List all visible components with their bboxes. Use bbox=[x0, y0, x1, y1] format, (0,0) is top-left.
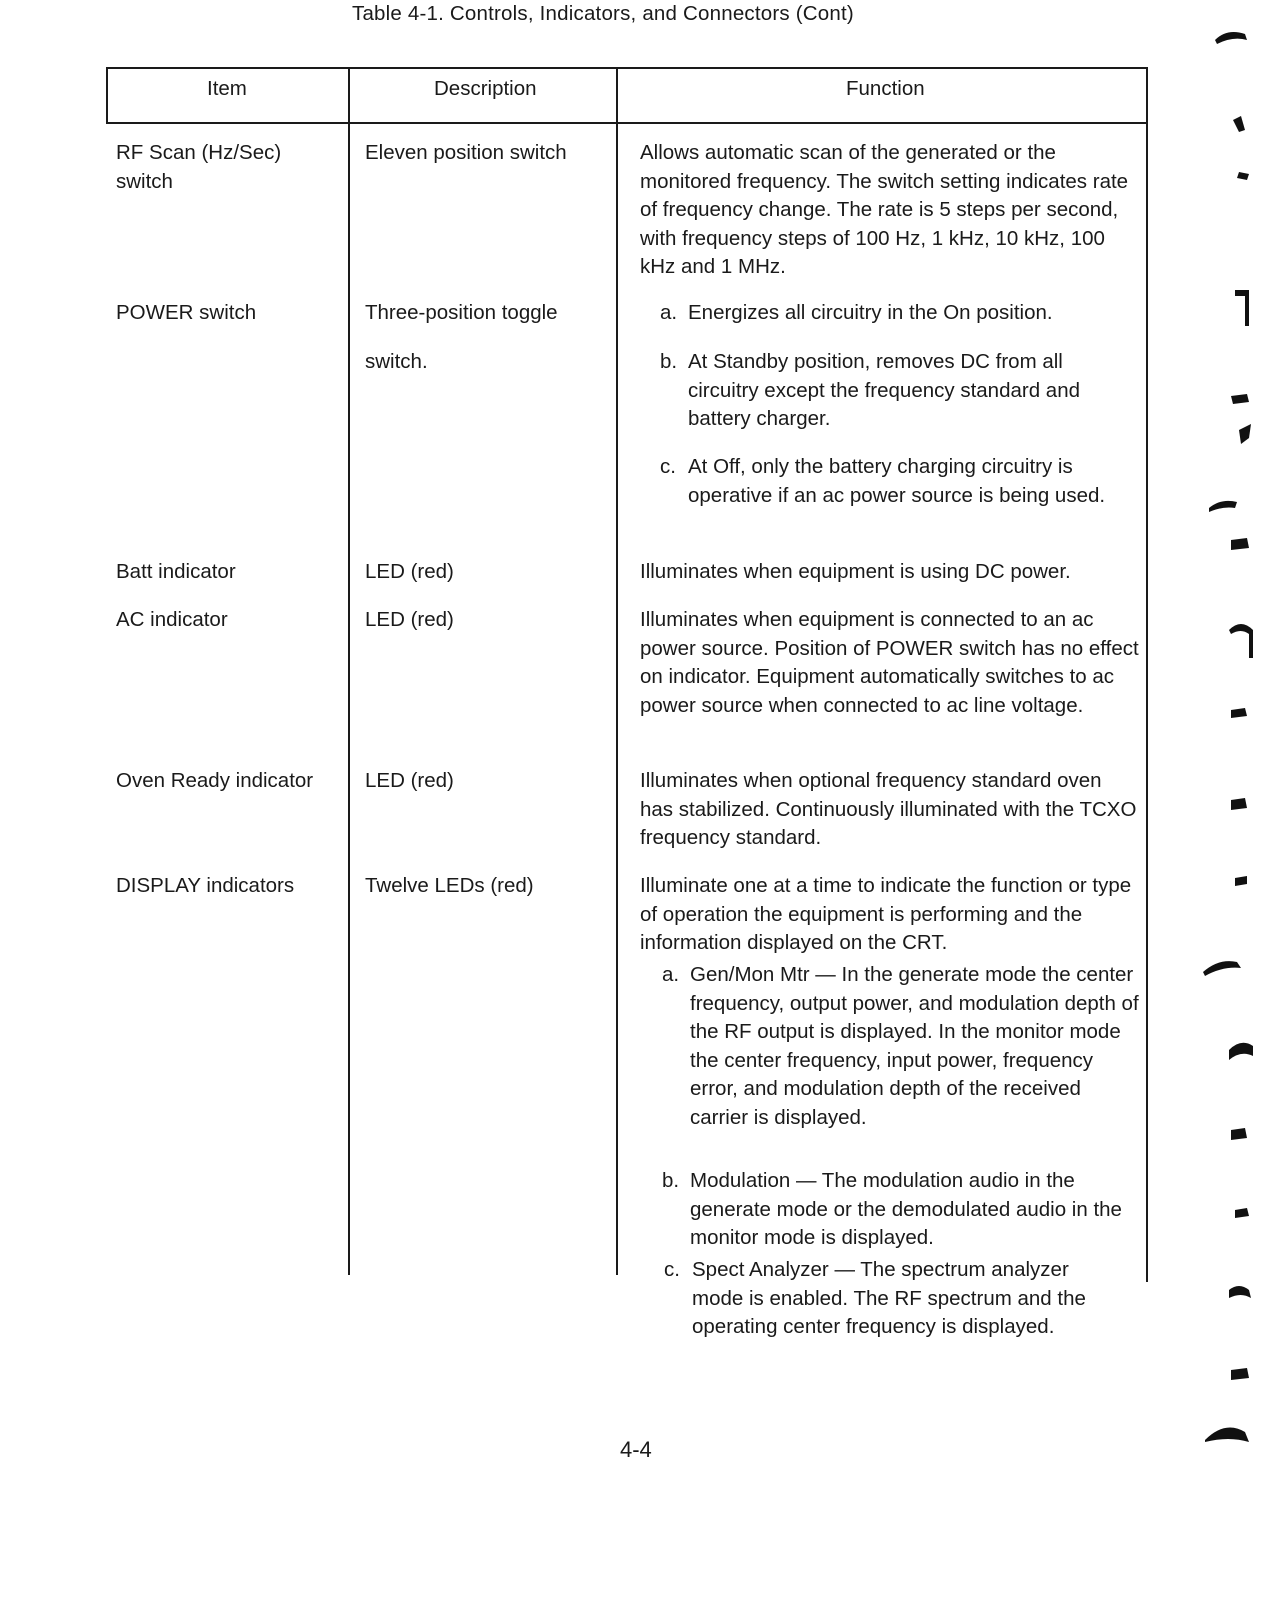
list-text: Energizes all circuitry in the On position. bbox=[688, 301, 1053, 324]
list-text: Gen/Mon Mtr — In the generate mode the center frequency, output power, and modulation depth of the RF output is displayed. In the monitor mode the center frequency, input power, frequency error, and modulation depth of the received carrier is displayed. bbox=[690, 963, 1139, 1129]
table-caption: Table 4-1. Controls, Indicators, and Connectors (Cont) bbox=[352, 2, 854, 25]
row-batt-description: LED (red) bbox=[365, 560, 454, 583]
list-text: Spect Analyzer — The spectrum analyzer mode is enabled. The RF spectrum and the operating center frequency is displayed. bbox=[692, 1258, 1086, 1338]
row-power-description-line2: switch. bbox=[365, 350, 428, 373]
list-text: At Standby position, removes DC from all circuitry except the frequency standard and battery charger. bbox=[688, 350, 1080, 430]
row-batt-item: Batt indicator bbox=[116, 560, 236, 583]
row-rf-scan-function: Allows automatic scan of the generated or the monitored frequency. The switch setting indicates rate of frequency change. The rate is 5 steps per second, with frequency steps of 100 Hz, 1 kHz, 10 kHz, 100 kHz and 1 MHz. bbox=[640, 141, 1129, 278]
row-display-description: Twelve LEDs (red) bbox=[365, 874, 534, 897]
row-oven-description: LED (red) bbox=[365, 769, 454, 792]
header-bottom-border bbox=[106, 122, 1148, 124]
page-number: 4-4 bbox=[620, 1437, 652, 1462]
row-oven-item: Oven Ready indicator bbox=[116, 769, 314, 792]
list-text: Modulation — The modulation audio in the generate mode or the demodulated audio in the monitor mode is displayed. bbox=[690, 1169, 1122, 1249]
column-divider-2 bbox=[616, 67, 618, 1275]
list-letter: c. bbox=[664, 1258, 680, 1281]
table-top-border bbox=[106, 67, 1148, 69]
column-divider-1 bbox=[348, 67, 350, 1275]
row-batt-function: Illuminates when equipment is using DC power. bbox=[640, 560, 1071, 583]
row-ac-description: LED (red) bbox=[365, 608, 454, 631]
row-display-item: DISPLAY indicators bbox=[116, 874, 295, 897]
table-right-border bbox=[1146, 67, 1148, 1282]
row-power-item: POWER switch bbox=[116, 301, 257, 324]
row-display-function: Illuminate one at a time to indicate the function or type of operation the equipment is performing and the information displayed on the CRT. bbox=[640, 874, 1132, 954]
row-oven-function: Illuminates when optional frequency standard oven has stabilized. Continuously illuminated with the TCXO frequency standard. bbox=[640, 769, 1137, 849]
row-ac-item: AC indicator bbox=[116, 608, 228, 631]
header-function: Function bbox=[846, 77, 925, 100]
list-letter: a. bbox=[662, 963, 680, 986]
list-letter: c. bbox=[660, 455, 676, 478]
row-rf-scan-description: Eleven position switch bbox=[365, 141, 567, 164]
row-rf-scan-item: RF Scan (Hz/Sec) switch bbox=[116, 141, 282, 193]
row-ac-function: Illuminates when equipment is connected to an ac power source. Position of POWER switch has no effect on indicator. Equipment automatically switches to ac power source when connected to ac line voltage. bbox=[640, 608, 1139, 717]
row-power-description-line1: Three-position toggle bbox=[365, 301, 558, 324]
list-text: At Off, only the battery charging circuitry is operative if an ac power source is being used. bbox=[688, 455, 1106, 507]
list-letter: b. bbox=[662, 1169, 680, 1192]
binding-marks-graphic bbox=[1195, 0, 1285, 1601]
header-item: Item bbox=[207, 77, 247, 100]
list-letter: b. bbox=[660, 350, 678, 373]
table-left-border bbox=[106, 67, 108, 124]
list-letter: a. bbox=[660, 301, 678, 324]
header-description: Description bbox=[434, 77, 537, 100]
